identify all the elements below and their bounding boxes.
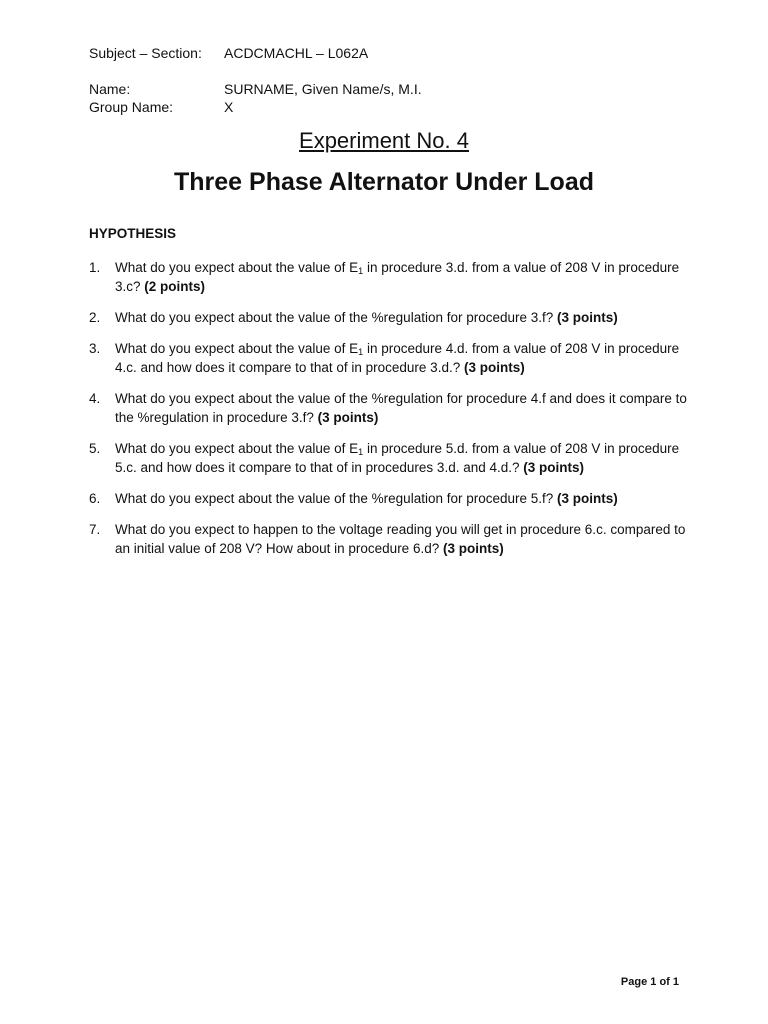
question-number: 5. <box>89 441 101 456</box>
question-text-part: What do you expect about the value of the %regulation for procedure 3.f? <box>115 310 558 325</box>
question-list <box>89 258 689 570</box>
page-number: Page 1 of 1 <box>620 976 679 988</box>
subscript: 1 <box>358 266 364 276</box>
question-item <box>89 489 689 508</box>
question-item <box>89 308 689 327</box>
name-label: Name: <box>89 81 131 97</box>
experiment-number: Experiment No. 4 <box>299 128 469 153</box>
question-item <box>89 520 689 558</box>
question-points: (3 points) <box>317 410 379 425</box>
question-text-part: What do you expect about the value of the %regulation for procedure 5.f? <box>115 491 558 506</box>
question-text <box>115 389 689 427</box>
question-item <box>89 439 689 477</box>
question-text-part: in procedure 3.d. from a value of 208 V in procedure 3.c? <box>115 260 680 294</box>
question-text-part: What do you expect about the value of the %regulation for procedure 4.f and does it compare to the %regulation in procedure 3.f? <box>115 391 687 425</box>
subject-section-label: Subject – Section: <box>89 45 202 61</box>
question-points: (3 points) <box>523 460 585 475</box>
subject-section-value: ACDCMACHL – L062A <box>224 45 369 61</box>
question-text-part: What do you expect about the value of E <box>115 441 359 456</box>
question-text-part: What do you expect about the value of E <box>115 260 359 275</box>
group-name-label: Group Name: <box>89 99 174 115</box>
question-item <box>89 258 689 296</box>
question-item <box>89 389 689 427</box>
question-number: 7. <box>89 522 101 537</box>
section-heading: HYPOTHESIS <box>89 226 177 241</box>
document-title: Three Phase Alternator Under Load <box>174 168 594 196</box>
question-text <box>115 308 689 327</box>
group-name-value: X <box>224 99 234 115</box>
question-number: 3. <box>89 341 101 356</box>
question-text <box>115 520 689 558</box>
question-number: 1. <box>89 260 101 275</box>
question-text <box>115 489 689 508</box>
question-text-part: What do you expect to happen to the voltage reading you will get in procedure 6.c. compared to an initial value of 208 V? How about in procedure 6.d? <box>115 522 686 556</box>
question-points: (3 points) <box>557 491 618 506</box>
question-points: (2 points) <box>144 279 206 294</box>
question-text <box>115 339 689 377</box>
question-number: 6. <box>89 491 101 506</box>
subscript: 1 <box>358 347 364 357</box>
subscript: 1 <box>358 447 364 457</box>
question-text-part: in procedure 5.d. from a value of 208 V in procedure 5.c. and how does it compare to that of in procedures 3.d. and 4.d.? <box>115 441 680 475</box>
question-points: (3 points) <box>557 310 618 325</box>
question-text <box>115 439 689 477</box>
question-number: 4. <box>89 391 101 406</box>
question-number: 2. <box>89 310 101 325</box>
question-points: (3 points) <box>463 360 525 375</box>
question-text-part: in procedure 4.d. from a value of 208 V in procedure 4.c. and how does it compare to that of in procedure 3.d.? <box>115 341 680 375</box>
question-text <box>115 258 689 296</box>
question-points: (3 points) <box>442 541 504 556</box>
question-item <box>89 339 689 377</box>
name-value: SURNAME, Given Name/s, M.I. <box>224 81 422 97</box>
question-text-part: What do you expect about the value of E <box>115 341 359 356</box>
